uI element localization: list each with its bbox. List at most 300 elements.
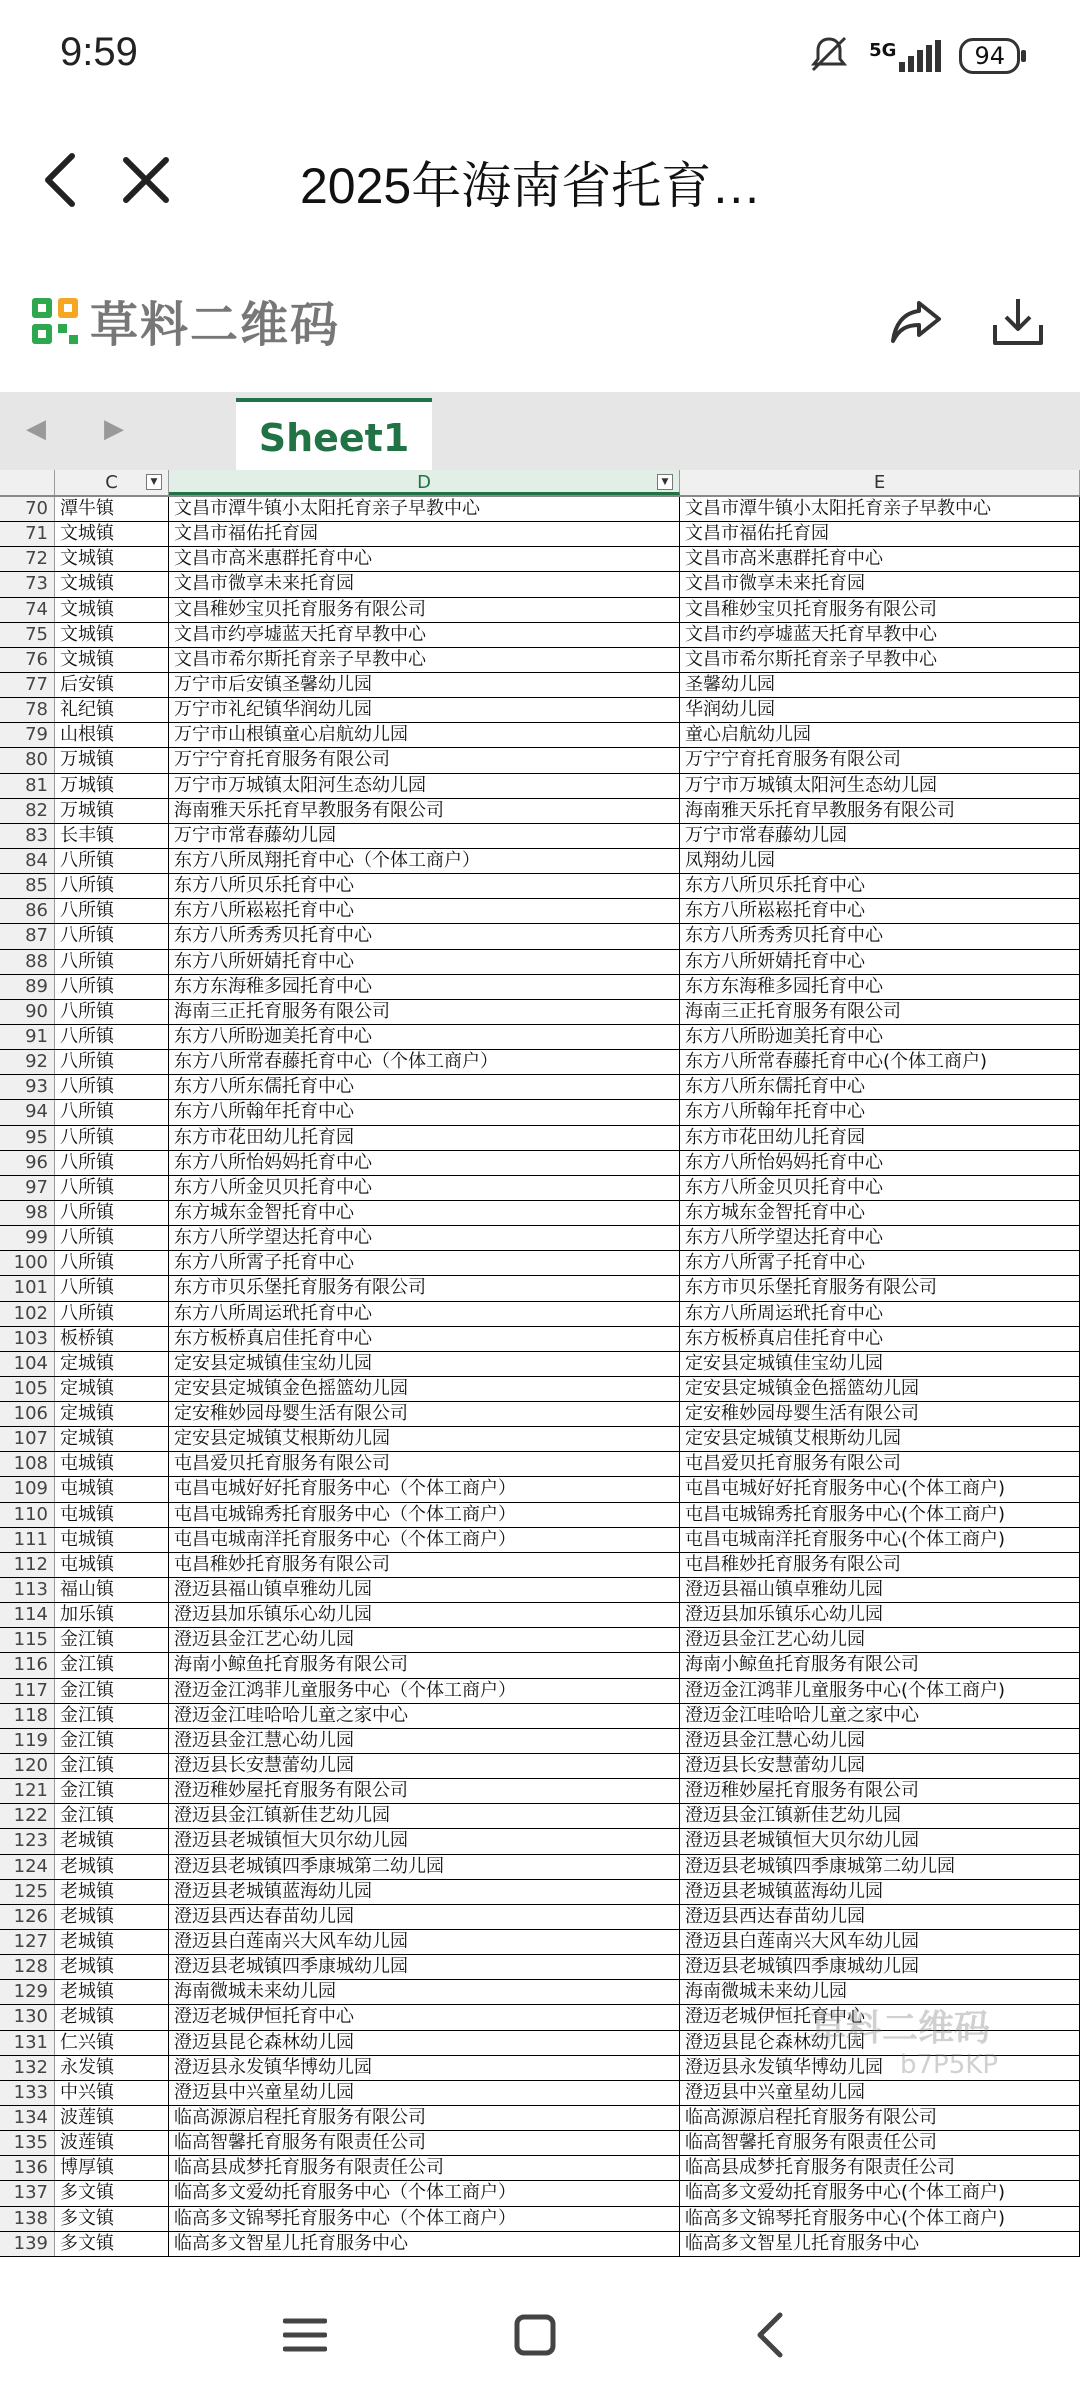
cell-town[interactable]: 长丰镇 (55, 824, 169, 848)
cell-name[interactable]: 东方八所金贝贝托育中心 (169, 1176, 680, 1200)
cell-name-alt[interactable]: 圣馨幼儿园 (680, 673, 1080, 697)
cell-name[interactable]: 东方八所怡妈妈托育中心 (169, 1151, 680, 1175)
cell-name[interactable]: 东方市贝乐堡托育服务有限公司 (169, 1276, 680, 1300)
row-number[interactable]: 94 (0, 1100, 55, 1124)
row-number[interactable]: 103 (0, 1327, 55, 1351)
cell-name-alt[interactable]: 定安县定城镇艾根斯幼儿园 (680, 1427, 1080, 1451)
cell-town[interactable]: 金江镇 (55, 1628, 169, 1652)
row-number[interactable]: 78 (0, 698, 55, 722)
table-row[interactable] (0, 673, 1080, 698)
cell-town[interactable]: 文城镇 (55, 648, 169, 672)
table-row[interactable] (0, 1603, 1080, 1628)
cell-town[interactable]: 老城镇 (55, 1930, 169, 1954)
row-number[interactable]: 119 (0, 1729, 55, 1753)
cell-name-alt[interactable]: 东方八所周运玳托育中心 (680, 1302, 1080, 1326)
cell-name[interactable]: 澄迈县金江艺心幼儿园 (169, 1628, 680, 1652)
cell-name[interactable]: 东方八所霄子托育中心 (169, 1251, 680, 1275)
row-number[interactable]: 80 (0, 748, 55, 772)
cell-name-alt[interactable]: 东方市花田幼儿托育园 (680, 1126, 1080, 1150)
cell-town[interactable]: 老城镇 (55, 1980, 169, 2004)
cell-town[interactable]: 定城镇 (55, 1427, 169, 1451)
cell-town[interactable]: 金江镇 (55, 1779, 169, 1803)
row-number[interactable]: 77 (0, 673, 55, 697)
cell-name-alt[interactable]: 临高多文智星儿托育服务中心 (680, 2232, 1080, 2256)
table-row[interactable] (0, 1628, 1080, 1653)
cell-town[interactable]: 老城镇 (55, 1905, 169, 1929)
cell-name-alt[interactable]: 东方八所盼迦美托育中心 (680, 1025, 1080, 1049)
row-number[interactable]: 101 (0, 1276, 55, 1300)
cell-name-alt[interactable]: 澄迈县白莲南兴大风车幼儿园 (680, 1930, 1080, 1954)
cell-name-alt[interactable]: 东方八所贝乐托育中心 (680, 874, 1080, 898)
cell-name[interactable]: 东方八所盼迦美托育中心 (169, 1025, 680, 1049)
cell-name[interactable]: 海南微城未来幼儿园 (169, 1980, 680, 2004)
table-row[interactable] (0, 1452, 1080, 1477)
row-number[interactable]: 102 (0, 1302, 55, 1326)
cell-name[interactable]: 澄迈县西达春苗幼儿园 (169, 1905, 680, 1929)
home-button[interactable] (500, 2305, 570, 2365)
cell-town[interactable]: 八所镇 (55, 1302, 169, 1326)
cell-name-alt[interactable]: 屯昌稚妙托育服务有限公司 (680, 1553, 1080, 1577)
cell-name[interactable]: 屯昌屯城锦秀托育服务中心（个体工商户） (169, 1503, 680, 1527)
cell-name-alt[interactable]: 东方东海稚多园托育中心 (680, 975, 1080, 999)
cell-name-alt[interactable]: 文昌市潭牛镇小太阳托育亲子早教中心 (680, 497, 1080, 521)
table-row[interactable] (0, 1829, 1080, 1854)
cell-name[interactable]: 文昌市希尔斯托育亲子早教中心 (169, 648, 680, 672)
table-row[interactable] (0, 1276, 1080, 1301)
row-number[interactable]: 76 (0, 648, 55, 672)
table-row[interactable] (0, 1804, 1080, 1829)
cell-town[interactable]: 文城镇 (55, 547, 169, 571)
table-row[interactable] (0, 1251, 1080, 1276)
cell-name-alt[interactable]: 文昌市约亭墟蓝天托育早教中心 (680, 623, 1080, 647)
cell-town[interactable]: 金江镇 (55, 1704, 169, 1728)
cell-name[interactable]: 澄迈稚妙屋托育服务有限公司 (169, 1779, 680, 1803)
row-number[interactable]: 91 (0, 1025, 55, 1049)
table-row[interactable] (0, 1930, 1080, 1955)
back-button[interactable] (20, 140, 100, 220)
cell-name[interactable]: 东方八所东儒托育中心 (169, 1075, 680, 1099)
table-row[interactable] (0, 522, 1080, 547)
cell-name[interactable]: 澄迈县金江镇新佳艺幼儿园 (169, 1804, 680, 1828)
cell-town[interactable]: 屯城镇 (55, 1528, 169, 1552)
cell-name-alt[interactable]: 澄迈县老城镇四季康城第二幼儿园 (680, 1855, 1080, 1879)
cell-name-alt[interactable]: 东方八所东儒托育中心 (680, 1075, 1080, 1099)
table-row[interactable] (0, 1704, 1080, 1729)
cell-name-alt[interactable]: 童心启航幼儿园 (680, 723, 1080, 747)
cell-town[interactable]: 文城镇 (55, 623, 169, 647)
row-number[interactable]: 126 (0, 1905, 55, 1929)
cell-name[interactable]: 东方城东金智托育中心 (169, 1201, 680, 1225)
cell-name[interactable]: 临高多文爱幼托育服务中心（个体工商户） (169, 2181, 680, 2205)
cell-town[interactable]: 博厚镇 (55, 2156, 169, 2180)
cell-name-alt[interactable]: 东方八所妍婧托育中心 (680, 950, 1080, 974)
cell-name[interactable]: 东方板桥真启佳托育中心 (169, 1327, 680, 1351)
table-row[interactable] (0, 1779, 1080, 1804)
cell-town[interactable]: 潭牛镇 (55, 497, 169, 521)
table-row[interactable] (0, 1855, 1080, 1880)
row-number[interactable]: 134 (0, 2106, 55, 2130)
cell-name-alt[interactable]: 澄迈县中兴童星幼儿园 (680, 2081, 1080, 2105)
row-number[interactable]: 75 (0, 623, 55, 647)
cell-name-alt[interactable]: 东方八所翰年托育中心 (680, 1100, 1080, 1124)
cell-town[interactable]: 定城镇 (55, 1402, 169, 1426)
row-number[interactable]: 135 (0, 2131, 55, 2155)
table-row[interactable] (0, 497, 1080, 522)
row-number[interactable]: 112 (0, 1553, 55, 1577)
row-number[interactable]: 132 (0, 2056, 55, 2080)
cell-name-alt[interactable]: 东方八所学望达托育中心 (680, 1226, 1080, 1250)
cell-name[interactable]: 定安稚妙园母婴生活有限公司 (169, 1402, 680, 1426)
row-number[interactable]: 99 (0, 1226, 55, 1250)
cell-town[interactable]: 八所镇 (55, 1050, 169, 1074)
table-row[interactable] (0, 799, 1080, 824)
cell-town[interactable]: 八所镇 (55, 975, 169, 999)
cell-name[interactable]: 文昌市约亭墟蓝天托育早教中心 (169, 623, 680, 647)
cell-name[interactable]: 东方八所妍婧托育中心 (169, 950, 680, 974)
cell-name-alt[interactable]: 万宁市万城镇太阳河生态幼儿园 (680, 774, 1080, 798)
cell-town[interactable]: 多文镇 (55, 2232, 169, 2256)
row-number[interactable]: 92 (0, 1050, 55, 1074)
cell-name-alt[interactable]: 海南雅天乐托育早教服务有限公司 (680, 799, 1080, 823)
cell-name-alt[interactable]: 澄迈稚妙屋托育服务有限公司 (680, 1779, 1080, 1803)
cell-name[interactable]: 临高县成梦托育服务有限责任公司 (169, 2156, 680, 2180)
cell-town[interactable]: 波莲镇 (55, 2106, 169, 2130)
table-row[interactable] (0, 748, 1080, 773)
row-number[interactable]: 98 (0, 1201, 55, 1225)
cell-name[interactable]: 澄迈县老城镇四季康城第二幼儿园 (169, 1855, 680, 1879)
row-number[interactable]: 72 (0, 547, 55, 571)
table-row[interactable] (0, 1578, 1080, 1603)
cell-town[interactable]: 老城镇 (55, 1880, 169, 1904)
cell-name[interactable]: 东方东海稚多园托育中心 (169, 975, 680, 999)
row-number[interactable]: 71 (0, 522, 55, 546)
table-row[interactable] (0, 1503, 1080, 1528)
cell-town[interactable]: 多文镇 (55, 2207, 169, 2231)
filter-dropdown-icon[interactable]: ▼ (657, 474, 673, 490)
row-number[interactable]: 128 (0, 1955, 55, 1979)
cell-name-alt[interactable]: 屯昌爱贝托育服务有限公司 (680, 1452, 1080, 1476)
table-row[interactable] (0, 547, 1080, 572)
cell-name-alt[interactable]: 屯昌屯城南洋托育服务中心(个体工商户) (680, 1528, 1080, 1552)
cell-town[interactable]: 万城镇 (55, 748, 169, 772)
cell-name[interactable]: 定安县定城镇金色摇篮幼儿园 (169, 1377, 680, 1401)
row-number[interactable]: 96 (0, 1151, 55, 1175)
cell-name-alt[interactable]: 文昌市福佑托育园 (680, 522, 1080, 546)
cell-name[interactable]: 东方八所翰年托育中心 (169, 1100, 680, 1124)
menu-button[interactable] (270, 2305, 340, 2365)
table-row[interactable] (0, 2156, 1080, 2181)
row-number[interactable]: 86 (0, 899, 55, 923)
cell-town[interactable]: 后安镇 (55, 673, 169, 697)
cell-name-alt[interactable]: 澄迈县福山镇卓雅幼儿园 (680, 1578, 1080, 1602)
table-row[interactable] (0, 1050, 1080, 1075)
cell-name[interactable]: 澄迈县老城镇恒大贝尔幼儿园 (169, 1829, 680, 1853)
table-row[interactable] (0, 1100, 1080, 1125)
table-row[interactable] (0, 1075, 1080, 1100)
row-number[interactable]: 116 (0, 1653, 55, 1677)
row-number[interactable]: 114 (0, 1603, 55, 1627)
row-number[interactable]: 107 (0, 1427, 55, 1451)
cell-name[interactable]: 定安县定城镇佳宝幼儿园 (169, 1352, 680, 1376)
table-row[interactable] (0, 1754, 1080, 1779)
cell-name[interactable]: 澄迈县中兴童星幼儿园 (169, 2081, 680, 2105)
row-number[interactable]: 115 (0, 1628, 55, 1652)
cell-town[interactable]: 屯城镇 (55, 1553, 169, 1577)
nav-back-button[interactable] (735, 2305, 805, 2365)
cell-name-alt[interactable]: 屯昌屯城好好托育服务中心(个体工商户) (680, 1477, 1080, 1501)
table-row[interactable] (0, 1955, 1080, 1980)
row-number[interactable]: 133 (0, 2081, 55, 2105)
cell-name[interactable]: 海南雅天乐托育早教服务有限公司 (169, 799, 680, 823)
table-row[interactable] (0, 1427, 1080, 1452)
table-row[interactable] (0, 2005, 1080, 2030)
cell-name[interactable]: 东方八所凤翔托育中心（个体工商户） (169, 849, 680, 873)
cell-name-alt[interactable]: 屯昌屯城锦秀托育服务中心(个体工商户) (680, 1503, 1080, 1527)
cell-town[interactable]: 波莲镇 (55, 2131, 169, 2155)
row-number[interactable]: 136 (0, 2156, 55, 2180)
cell-town[interactable]: 八所镇 (55, 1100, 169, 1124)
column-header-e[interactable] (680, 470, 1080, 495)
row-number[interactable]: 106 (0, 1402, 55, 1426)
cell-town[interactable]: 加乐镇 (55, 1603, 169, 1627)
cell-town[interactable]: 中兴镇 (55, 2081, 169, 2105)
cell-town[interactable]: 金江镇 (55, 1804, 169, 1828)
cell-name-alt[interactable]: 澄迈金江哇哈哈儿童之家中心 (680, 1704, 1080, 1728)
cell-name-alt[interactable]: 澄迈县长安慧蕾幼儿园 (680, 1754, 1080, 1778)
cell-town[interactable]: 八所镇 (55, 1226, 169, 1250)
cell-name-alt[interactable]: 临高源源启程托育服务有限公司 (680, 2106, 1080, 2130)
table-row[interactable] (0, 623, 1080, 648)
table-row[interactable] (0, 1553, 1080, 1578)
cell-town[interactable]: 八所镇 (55, 1201, 169, 1225)
cell-name-alt[interactable]: 海南小鲸鱼托育服务有限公司 (680, 1653, 1080, 1677)
cell-town[interactable]: 福山镇 (55, 1578, 169, 1602)
cell-name-alt[interactable]: 澄迈县永发镇华博幼儿园 (680, 2056, 1080, 2080)
cell-town[interactable]: 八所镇 (55, 950, 169, 974)
cell-town[interactable]: 万城镇 (55, 774, 169, 798)
cell-town[interactable]: 八所镇 (55, 1075, 169, 1099)
table-row[interactable] (0, 849, 1080, 874)
cell-name[interactable]: 临高源源启程托育服务有限公司 (169, 2106, 680, 2130)
cell-name[interactable]: 东方八所贝乐托育中心 (169, 874, 680, 898)
row-number[interactable]: 97 (0, 1176, 55, 1200)
table-row[interactable] (0, 1201, 1080, 1226)
table-row[interactable] (0, 1025, 1080, 1050)
cell-name[interactable]: 东方八所崧崧托育中心 (169, 899, 680, 923)
cell-name[interactable]: 澄迈县长安慧蕾幼儿园 (169, 1754, 680, 1778)
cell-town[interactable]: 八所镇 (55, 1251, 169, 1275)
table-row[interactable] (0, 2232, 1080, 2257)
row-number[interactable]: 121 (0, 1779, 55, 1803)
row-number[interactable]: 124 (0, 1855, 55, 1879)
table-row[interactable] (0, 975, 1080, 1000)
table-row[interactable] (0, 2031, 1080, 2056)
row-number[interactable]: 84 (0, 849, 55, 873)
cell-name[interactable]: 东方八所秀秀贝托育中心 (169, 924, 680, 948)
cell-name[interactable]: 澄迈金江鸿菲儿童服务中心（个体工商户） (169, 1679, 680, 1703)
cell-town[interactable]: 老城镇 (55, 1955, 169, 1979)
cell-name-alt[interactable]: 万宁市常春藤幼儿园 (680, 824, 1080, 848)
cell-name-alt[interactable]: 澄迈县老城镇蓝海幼儿园 (680, 1880, 1080, 1904)
row-number[interactable]: 89 (0, 975, 55, 999)
cell-name-alt[interactable]: 文昌市高米惠群托育中心 (680, 547, 1080, 571)
table-row[interactable] (0, 824, 1080, 849)
tab-sheet1[interactable]: Sheet1 (236, 398, 432, 474)
row-number[interactable]: 95 (0, 1126, 55, 1150)
cell-town[interactable]: 八所镇 (55, 1025, 169, 1049)
cell-name-alt[interactable]: 文昌稚妙宝贝托育服务有限公司 (680, 598, 1080, 622)
cell-name[interactable]: 文昌稚妙宝贝托育服务有限公司 (169, 598, 680, 622)
cell-name[interactable]: 万宁市礼纪镇华润幼儿园 (169, 698, 680, 722)
cell-name-alt[interactable]: 澄迈县老城镇恒大贝尔幼儿园 (680, 1829, 1080, 1853)
table-row[interactable] (0, 1477, 1080, 1502)
cell-name[interactable]: 澄迈县白莲南兴大风车幼儿园 (169, 1930, 680, 1954)
table-row[interactable] (0, 1528, 1080, 1553)
table-row[interactable] (0, 2131, 1080, 2156)
cell-name-alt[interactable]: 澄迈县西达春苗幼儿园 (680, 1905, 1080, 1929)
cell-town[interactable]: 万城镇 (55, 799, 169, 823)
table-row[interactable] (0, 1729, 1080, 1754)
cell-town[interactable]: 金江镇 (55, 1653, 169, 1677)
close-button[interactable] (106, 140, 186, 220)
cell-name-alt[interactable]: 东方八所金贝贝托育中心 (680, 1176, 1080, 1200)
cell-name-alt[interactable]: 东方八所霄子托育中心 (680, 1251, 1080, 1275)
cell-name[interactable]: 文昌市潭牛镇小太阳托育亲子早教中心 (169, 497, 680, 521)
cell-name-alt[interactable]: 文昌市微享未来托育园 (680, 572, 1080, 596)
row-number[interactable]: 125 (0, 1880, 55, 1904)
table-row[interactable] (0, 1377, 1080, 1402)
row-number[interactable]: 85 (0, 874, 55, 898)
cell-town[interactable]: 八所镇 (55, 1151, 169, 1175)
table-row[interactable] (0, 1327, 1080, 1352)
row-number[interactable]: 122 (0, 1804, 55, 1828)
cell-name[interactable]: 澄迈县老城镇蓝海幼儿园 (169, 1880, 680, 1904)
cell-name-alt[interactable]: 东方八所崧崧托育中心 (680, 899, 1080, 923)
filter-dropdown-icon[interactable]: ▼ (146, 474, 162, 490)
table-row[interactable] (0, 698, 1080, 723)
cell-name-alt[interactable]: 临高智馨托育服务有限责任公司 (680, 2131, 1080, 2155)
table-row[interactable] (0, 1302, 1080, 1327)
row-number[interactable]: 81 (0, 774, 55, 798)
cell-town[interactable]: 金江镇 (55, 1679, 169, 1703)
cell-name[interactable]: 屯昌屯城好好托育服务中心（个体工商户） (169, 1477, 680, 1501)
cell-name[interactable]: 临高智馨托育服务有限责任公司 (169, 2131, 680, 2155)
cell-town[interactable]: 八所镇 (55, 1276, 169, 1300)
row-number[interactable]: 138 (0, 2207, 55, 2231)
sheet-next-icon[interactable]: ▶ (104, 414, 124, 444)
row-number[interactable]: 108 (0, 1452, 55, 1476)
cell-town[interactable]: 定城镇 (55, 1352, 169, 1376)
cell-town[interactable]: 金江镇 (55, 1729, 169, 1753)
table-row[interactable] (0, 2106, 1080, 2131)
row-number[interactable]: 130 (0, 2005, 55, 2029)
table-row[interactable] (0, 1176, 1080, 1201)
row-number[interactable]: 120 (0, 1754, 55, 1778)
row-number[interactable]: 83 (0, 824, 55, 848)
table-row[interactable] (0, 1905, 1080, 1930)
cell-town[interactable]: 屯城镇 (55, 1477, 169, 1501)
cell-name-alt[interactable]: 澄迈县金江镇新佳艺幼儿园 (680, 1804, 1080, 1828)
row-number[interactable]: 123 (0, 1829, 55, 1853)
cell-name[interactable]: 万宁市万城镇太阳河生态幼儿园 (169, 774, 680, 798)
cell-name-alt[interactable]: 东方八所怡妈妈托育中心 (680, 1151, 1080, 1175)
table-row[interactable] (0, 874, 1080, 899)
row-number[interactable]: 109 (0, 1477, 55, 1501)
cell-town[interactable]: 文城镇 (55, 572, 169, 596)
row-number[interactable]: 110 (0, 1503, 55, 1527)
table-row[interactable] (0, 1880, 1080, 1905)
row-number[interactable]: 87 (0, 924, 55, 948)
cell-name[interactable]: 东方市花田幼儿托育园 (169, 1126, 680, 1150)
cell-town[interactable]: 文城镇 (55, 598, 169, 622)
cell-name[interactable]: 万宁宁育托育服务有限公司 (169, 748, 680, 772)
cell-name[interactable]: 东方八所常春藤托育中心（个体工商户） (169, 1050, 680, 1074)
cell-town[interactable]: 老城镇 (55, 2005, 169, 2029)
cell-name-alt[interactable]: 澄迈县老城镇四季康城幼儿园 (680, 1955, 1080, 1979)
cell-name-alt[interactable]: 澄迈县昆仑森林幼儿园 (680, 2031, 1080, 2055)
table-row[interactable] (0, 774, 1080, 799)
row-number[interactable]: 131 (0, 2031, 55, 2055)
cell-name-alt[interactable]: 澄迈金江鸿菲儿童服务中心(个体工商户) (680, 1679, 1080, 1703)
cell-name[interactable]: 文昌市微享未来托育园 (169, 572, 680, 596)
cell-town[interactable]: 老城镇 (55, 1829, 169, 1853)
cell-name-alt[interactable]: 澄迈县金江艺心幼儿园 (680, 1628, 1080, 1652)
cell-town[interactable]: 永发镇 (55, 2056, 169, 2080)
cell-name-alt[interactable]: 临高多文锦琴托育服务中心(个体工商户) (680, 2207, 1080, 2231)
row-number[interactable]: 137 (0, 2181, 55, 2205)
row-number[interactable]: 90 (0, 1000, 55, 1024)
column-header-c[interactable] (55, 470, 169, 495)
row-number[interactable]: 73 (0, 572, 55, 596)
cell-town[interactable]: 金江镇 (55, 1754, 169, 1778)
cell-name[interactable]: 澄迈县加乐镇乐心幼儿园 (169, 1603, 680, 1627)
cell-name-alt[interactable]: 澄迈县金江慧心幼儿园 (680, 1729, 1080, 1753)
row-number[interactable]: 129 (0, 1980, 55, 2004)
row-number[interactable]: 70 (0, 497, 55, 521)
cell-name-alt[interactable]: 东方城东金智托育中心 (680, 1201, 1080, 1225)
cell-name[interactable]: 屯昌屯城南洋托育服务中心（个体工商户） (169, 1528, 680, 1552)
row-number[interactable]: 104 (0, 1352, 55, 1376)
table-row[interactable] (0, 648, 1080, 673)
table-row[interactable] (0, 1226, 1080, 1251)
cell-name-alt[interactable]: 海南三正托育服务有限公司 (680, 1000, 1080, 1024)
cell-name-alt[interactable]: 东方市贝乐堡托育服务有限公司 (680, 1276, 1080, 1300)
cell-name-alt[interactable]: 凤翔幼儿园 (680, 849, 1080, 873)
table-row[interactable] (0, 1653, 1080, 1678)
cell-name[interactable]: 海南三正托育服务有限公司 (169, 1000, 680, 1024)
cell-name-alt[interactable]: 临高县成梦托育服务有限责任公司 (680, 2156, 1080, 2180)
cell-name[interactable]: 临高多文锦琴托育服务中心（个体工商户） (169, 2207, 680, 2231)
cell-name-alt[interactable]: 文昌市希尔斯托育亲子早教中心 (680, 648, 1080, 672)
cell-name-alt[interactable]: 定安县定城镇金色摇篮幼儿园 (680, 1377, 1080, 1401)
row-number[interactable]: 74 (0, 598, 55, 622)
cell-name[interactable]: 东方八所周运玳托育中心 (169, 1302, 680, 1326)
cell-name[interactable]: 澄迈金江哇哈哈儿童之家中心 (169, 1704, 680, 1728)
cell-town[interactable]: 八所镇 (55, 924, 169, 948)
cell-town[interactable]: 八所镇 (55, 1000, 169, 1024)
table-row[interactable] (0, 1402, 1080, 1427)
row-number[interactable]: 127 (0, 1930, 55, 1954)
cell-name[interactable]: 东方八所学望达托育中心 (169, 1226, 680, 1250)
cell-town[interactable]: 多文镇 (55, 2181, 169, 2205)
row-number[interactable]: 82 (0, 799, 55, 823)
cell-name-alt[interactable]: 东方八所秀秀贝托育中心 (680, 924, 1080, 948)
row-number[interactable]: 93 (0, 1075, 55, 1099)
row-number[interactable]: 88 (0, 950, 55, 974)
table-row[interactable] (0, 950, 1080, 975)
cell-name[interactable]: 澄迈县老城镇四季康城幼儿园 (169, 1955, 680, 1979)
cell-name-alt[interactable]: 东方板桥真启佳托育中心 (680, 1327, 1080, 1351)
